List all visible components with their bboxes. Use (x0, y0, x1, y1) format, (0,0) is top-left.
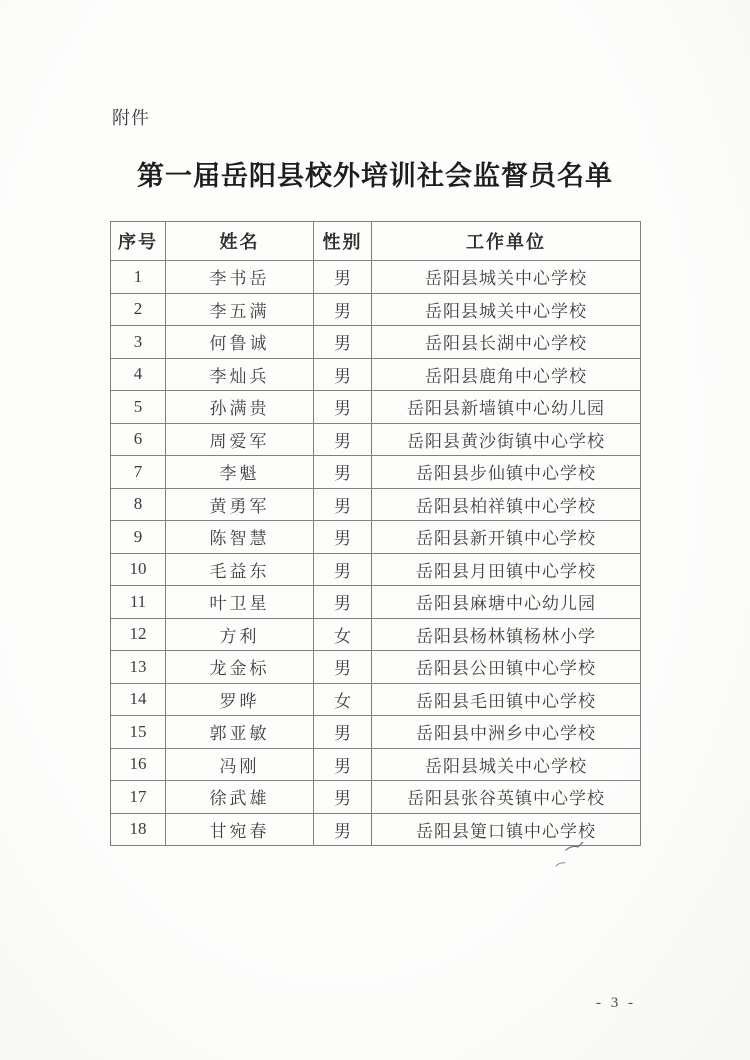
cell-name: 毛益东 (166, 553, 314, 586)
header-cell: 性别 (314, 222, 372, 261)
cell-name: 孙满贵 (166, 391, 314, 424)
cell-index: 8 (111, 488, 166, 521)
cell-index: 11 (111, 586, 166, 619)
cell-name: 罗晔 (166, 683, 314, 716)
header-cell: 工作单位 (372, 222, 641, 261)
cell-name: 龙金标 (166, 651, 314, 684)
cell-unit: 岳阳县公田镇中心学校 (372, 651, 641, 684)
cell-unit: 岳阳县新开镇中心学校 (372, 521, 641, 554)
cell-unit: 岳阳县鹿角中心学校 (372, 358, 641, 391)
table-row (111, 423, 641, 456)
table-row (111, 651, 641, 684)
cell-gender: 男 (314, 781, 372, 814)
table-row (111, 293, 641, 326)
cell-unit: 岳阳县筻口镇中心学校 (372, 813, 641, 846)
cell-gender: 男 (314, 553, 372, 586)
cell-name: 李五满 (166, 293, 314, 326)
table-row (111, 716, 641, 749)
cell-index: 2 (111, 293, 166, 326)
cell-gender: 男 (314, 456, 372, 489)
cell-gender: 男 (314, 748, 372, 781)
attachment-label: 附件 (112, 108, 150, 128)
table-row (111, 586, 641, 619)
cell-index: 16 (111, 748, 166, 781)
cell-name: 李魁 (166, 456, 314, 489)
cell-unit: 岳阳县柏祥镇中心学校 (372, 488, 641, 521)
table-row (111, 261, 641, 294)
cell-unit: 岳阳县杨林镇杨林小学 (372, 618, 641, 651)
cell-name: 黄勇军 (166, 488, 314, 521)
cell-gender: 男 (314, 293, 372, 326)
table-row (111, 748, 641, 781)
cell-unit: 岳阳县中洲乡中心学校 (372, 716, 641, 749)
table-row (111, 488, 641, 521)
cell-gender: 男 (314, 326, 372, 359)
table-row (111, 553, 641, 586)
cell-gender: 男 (314, 586, 372, 619)
cell-gender: 男 (314, 651, 372, 684)
cell-name: 冯刚 (166, 748, 314, 781)
cell-gender: 男 (314, 813, 372, 846)
cell-unit: 岳阳县步仙镇中心学校 (372, 456, 641, 489)
supervisor-roster-table (110, 221, 641, 846)
cell-index: 1 (111, 261, 166, 294)
cell-index: 10 (111, 553, 166, 586)
table-row (111, 618, 641, 651)
table-row (111, 813, 641, 846)
header-cell: 序号 (111, 222, 166, 261)
table-row (111, 358, 641, 391)
cell-name: 李书岳 (166, 261, 314, 294)
cell-gender: 男 (314, 521, 372, 554)
cell-name: 李灿兵 (166, 358, 314, 391)
cell-unit: 岳阳县黄沙街镇中心学校 (372, 423, 641, 456)
table-row (111, 781, 641, 814)
cell-index: 13 (111, 651, 166, 684)
table-row (111, 683, 641, 716)
cell-gender: 男 (314, 488, 372, 521)
cell-name: 何鲁诚 (166, 326, 314, 359)
cell-unit: 岳阳县城关中心学校 (372, 261, 641, 294)
cell-gender: 男 (314, 358, 372, 391)
cell-gender: 男 (314, 423, 372, 456)
cell-index: 6 (111, 423, 166, 456)
cell-unit: 岳阳县毛田镇中心学校 (372, 683, 641, 716)
handwritten-check-mark (552, 842, 596, 876)
cell-unit: 岳阳县张谷英镇中心学校 (372, 781, 641, 814)
cell-gender: 男 (314, 716, 372, 749)
cell-unit: 岳阳县城关中心学校 (372, 293, 641, 326)
cell-name: 方利 (166, 618, 314, 651)
cell-gender: 男 (314, 261, 372, 294)
cell-gender: 女 (314, 683, 372, 716)
cell-unit: 岳阳县长湖中心学校 (372, 326, 641, 359)
cell-name: 甘宛春 (166, 813, 314, 846)
cell-index: 17 (111, 781, 166, 814)
cell-unit: 岳阳县麻塘中心幼儿园 (372, 586, 641, 619)
cell-index: 9 (111, 521, 166, 554)
cell-unit: 岳阳县城关中心学校 (372, 748, 641, 781)
cell-name: 叶卫星 (166, 586, 314, 619)
cell-name: 郭亚敏 (166, 716, 314, 749)
cell-index: 5 (111, 391, 166, 424)
cell-index: 4 (111, 358, 166, 391)
cell-name: 徐武雄 (166, 781, 314, 814)
cell-gender: 男 (314, 391, 372, 424)
table-row (111, 456, 641, 489)
cell-index: 14 (111, 683, 166, 716)
table-row (111, 391, 641, 424)
cell-name: 周爱军 (166, 423, 314, 456)
cell-index: 18 (111, 813, 166, 846)
document-title: 第一届岳阳县校外培训社会监督员名单 (137, 161, 613, 191)
cell-index: 15 (111, 716, 166, 749)
cell-name: 陈智慧 (166, 521, 314, 554)
header-cell: 姓名 (166, 222, 314, 261)
cell-unit: 岳阳县新墙镇中心幼儿园 (372, 391, 641, 424)
page-number: - 3 - (596, 995, 636, 1011)
cell-index: 3 (111, 326, 166, 359)
table-header-row (111, 222, 641, 261)
cell-unit: 岳阳县月田镇中心学校 (372, 553, 641, 586)
cell-index: 12 (111, 618, 166, 651)
table-row (111, 521, 641, 554)
table-row (111, 326, 641, 359)
cell-index: 7 (111, 456, 166, 489)
cell-gender: 女 (314, 618, 372, 651)
